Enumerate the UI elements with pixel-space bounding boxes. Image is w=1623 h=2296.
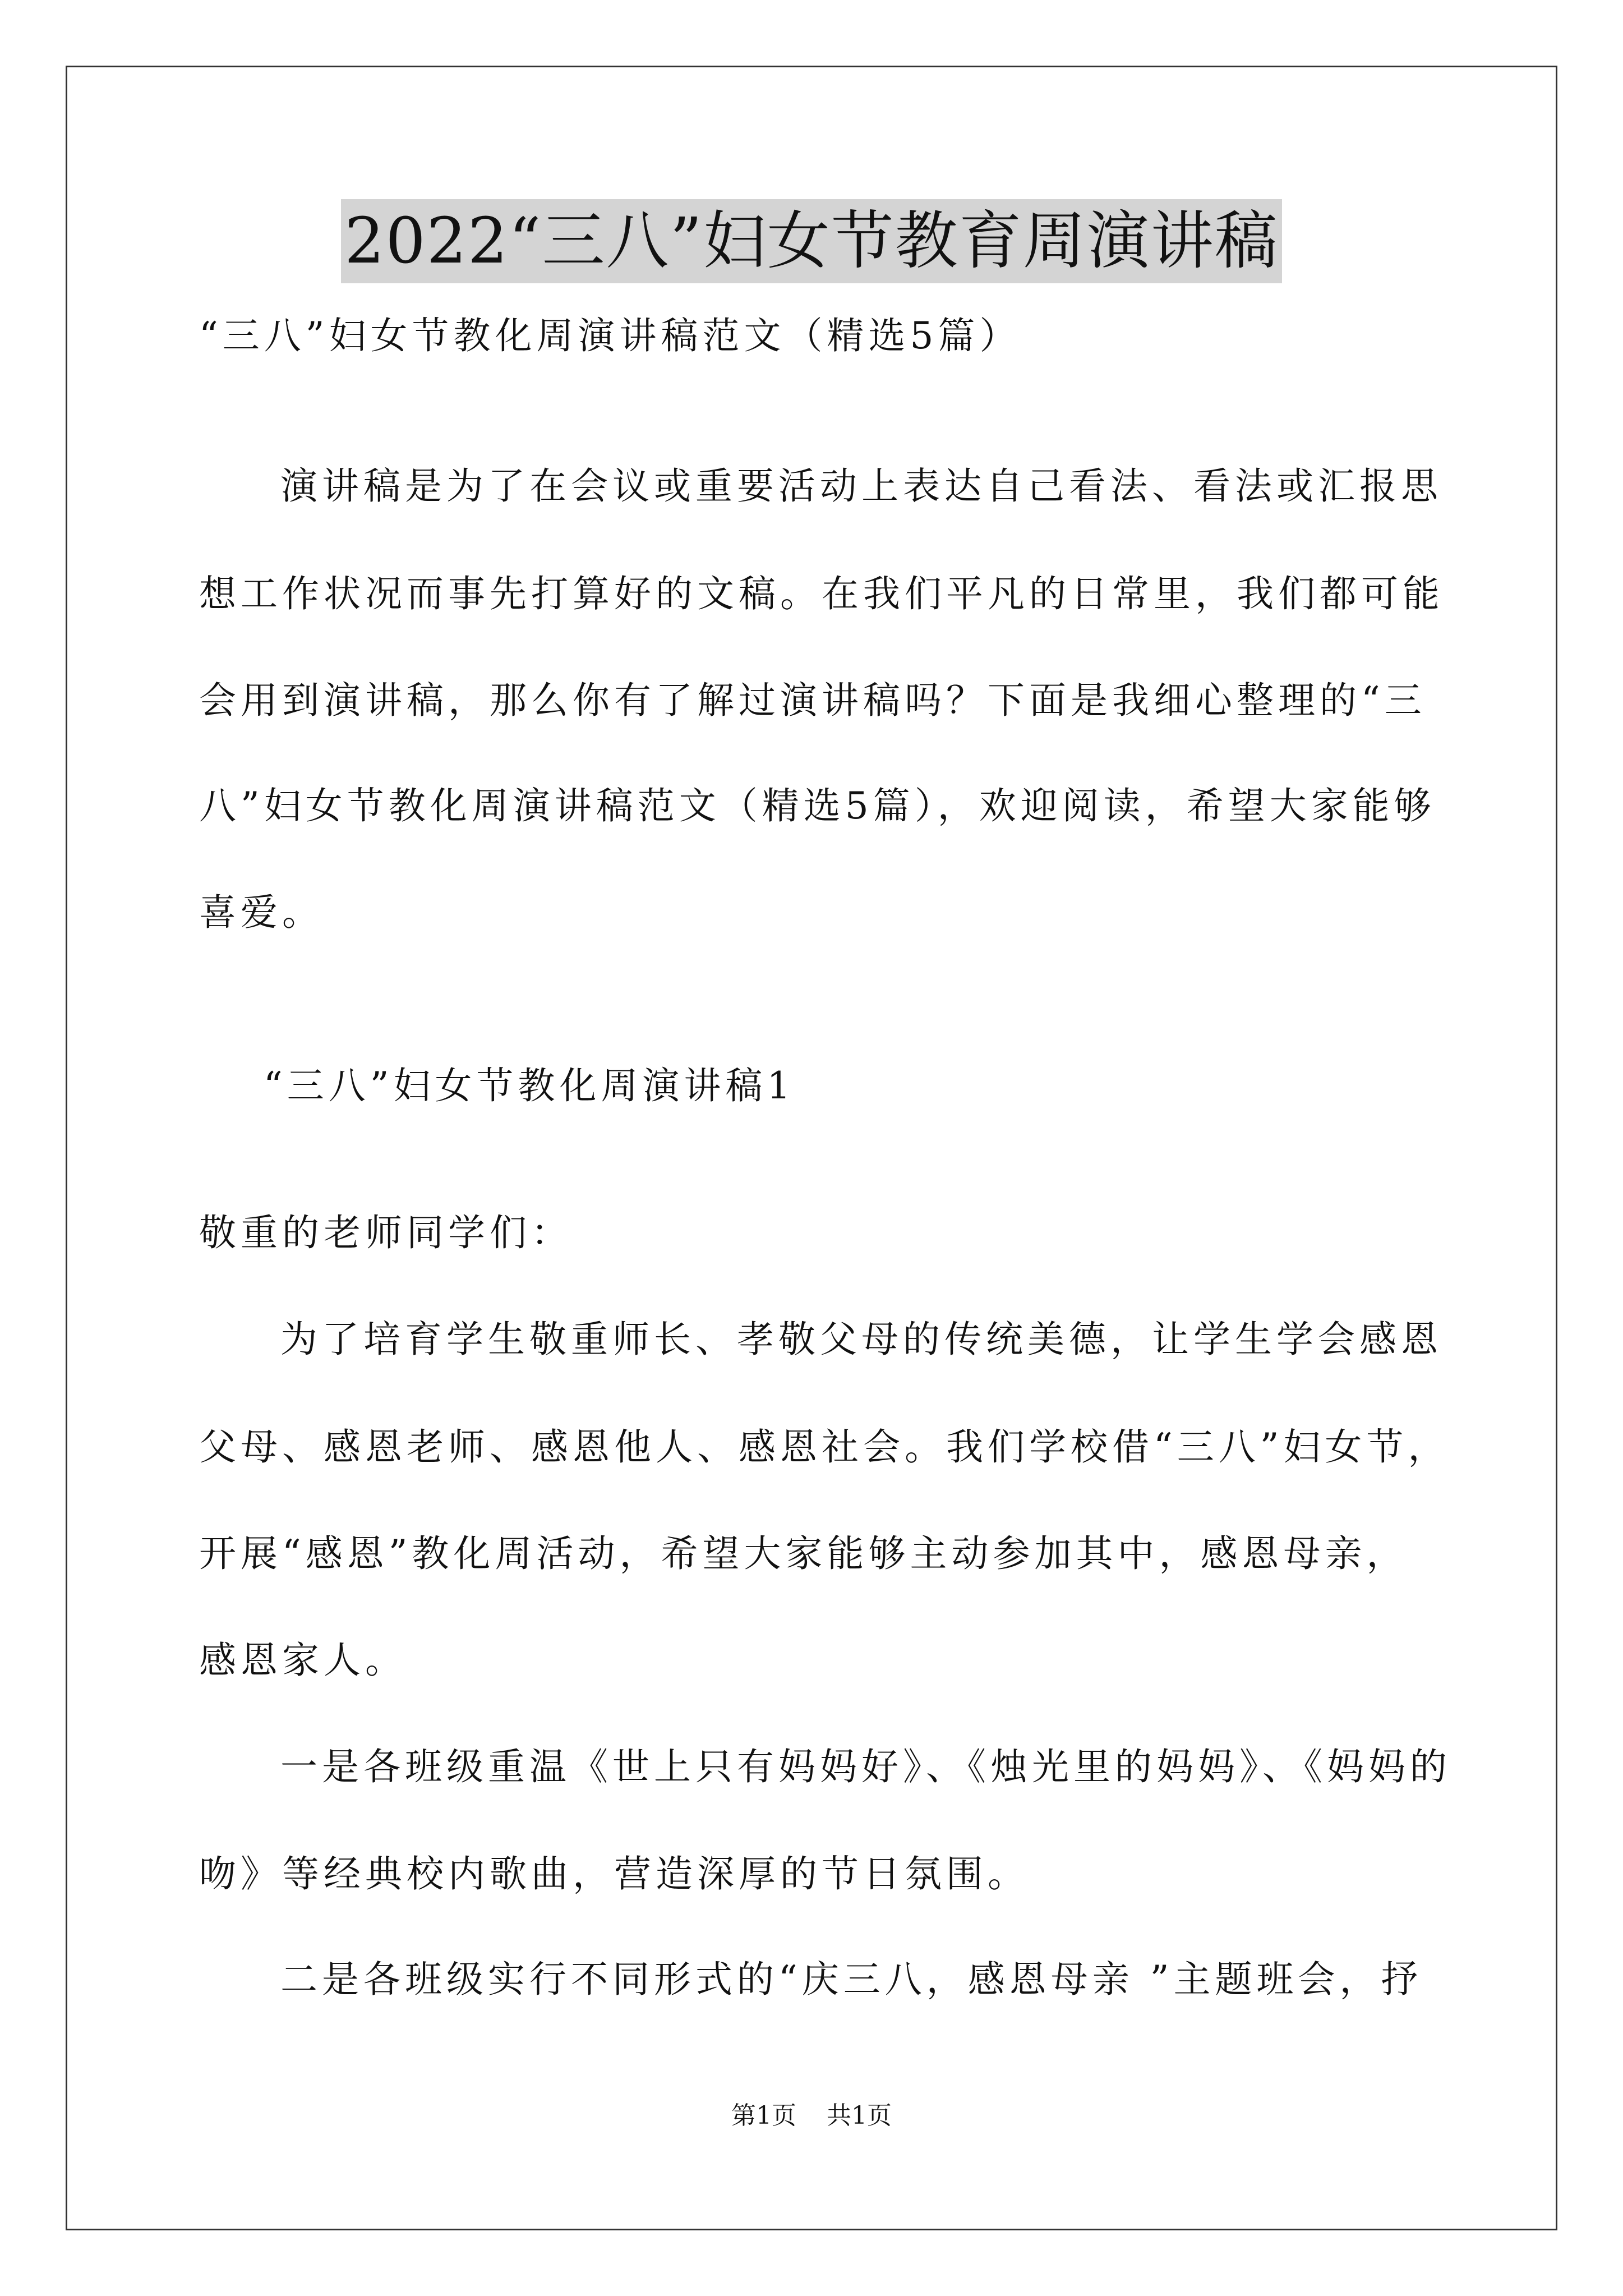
intro-line: 八”妇女节教化周演讲稿范文（精选5篇），欢迎阅读，希望大家能够 <box>199 784 1436 827</box>
title-container <box>0 199 1623 283</box>
document-title: 2022“三八”妇女节教育周演讲稿 <box>341 199 1282 283</box>
paragraph-line: 一是各班级重温《世上只有妈妈好》、《烛光里的妈妈》、《妈妈的 <box>280 1745 1451 1788</box>
page-current: 第1页 <box>731 2101 796 2130</box>
paragraph-line: 感恩家人。 <box>199 1639 407 1682</box>
page-border <box>66 66 1557 2230</box>
intro-line: 会用到演讲稿，那么你有了解过演讲稿吗？下面是我细心整理的“三 <box>199 679 1426 722</box>
paragraph-line: 父母、感恩老师、感恩他人、感恩社会。我们学校借“三八”妇女节， <box>199 1425 1450 1469</box>
salutation: 敬重的老师同学们： <box>199 1211 573 1254</box>
intro-line: 喜爱。 <box>199 891 324 934</box>
intro-line: 想工作状况而事先打算好的文稿。在我们平凡的日常里，我们都可能 <box>199 572 1444 615</box>
paragraph-line: 吻》等经典校内歌曲，营造深厚的节日氛围。 <box>199 1852 1029 1895</box>
intro-line: 演讲稿是为了在会议或重要活动上表达自己看法、看法或汇报思 <box>280 464 1442 508</box>
paragraph-line: 为了培育学生敬重师长、孝敬父母的传统美德，让学生学会感恩 <box>280 1318 1442 1361</box>
section-heading: “三八”妇女节教化周演讲稿1 <box>264 1064 795 1107</box>
page-footer <box>0 2099 1623 2133</box>
paragraph-line: 开展“感恩”教化周活动，希望大家能够主动参加其中，感恩母亲， <box>199 1532 1408 1575</box>
page-total: 共1页 <box>827 2101 892 2130</box>
document-subtitle: “三八”妇女节教化周演讲稿范文（精选5篇） <box>199 314 1021 357</box>
paragraph-line: 二是各班级实行不同形式的“庆三八，感恩母亲 ”主题班会，抒 <box>280 1958 1423 2001</box>
